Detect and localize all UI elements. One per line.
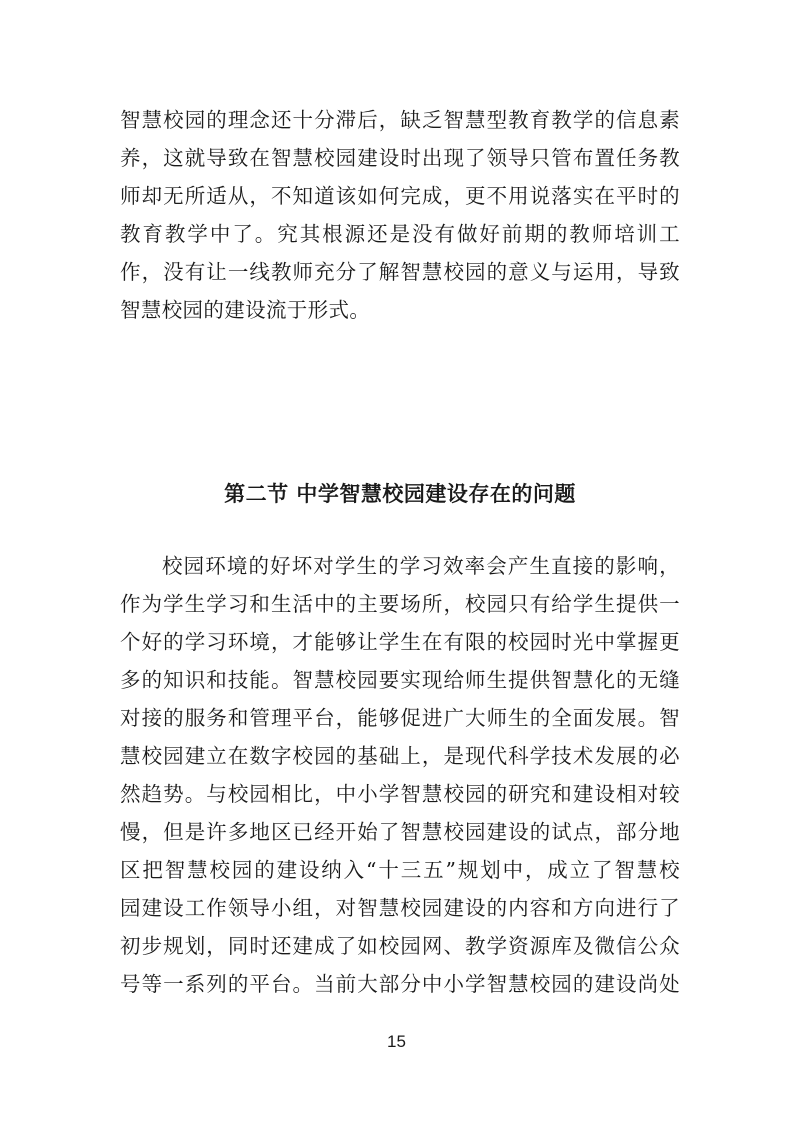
paragraph-2-line-11: 初步规划，同时还建成了如校园网、教学资源库及微信公众 <box>120 934 680 958</box>
paragraph-2-line-7: 然趋势。与校园相比，中小学智慧校园的研究和建设相对较 <box>120 782 680 806</box>
paragraph-2-line-8: 慢，但是许多地区已经开始了智慧校园建设的试点，部分地 <box>120 820 680 844</box>
paragraph-1-line-5: 作，没有让一线教师充分了解智慧校园的意义与运用，导致 <box>120 260 680 284</box>
page-number: 15 <box>387 1032 406 1051</box>
paragraph-1-line-1: 智慧校园的理念还十分滞后，缺乏智慧型教育教学的信息素 <box>120 108 680 132</box>
paragraph-1-line-2: 养，这就导致在智慧校园建设时出现了领导只管布置任务教 <box>120 146 680 170</box>
paragraph-2-line-1: 校园环境的好坏对学生的学习效率会产生直接的影响， <box>162 554 680 578</box>
paragraph-2-line-4: 多的知识和技能。智慧校园要实现给师生提供智慧化的无缝 <box>120 668 680 692</box>
paragraph-2-line-9: 区把智慧校园的建设纳入“十三五”规划中，成立了智慧校 <box>120 858 680 882</box>
paragraph-1-line-4: 教育教学中了。究其根源还是没有做好前期的教师培训工 <box>120 222 680 246</box>
paragraph-2-line-3: 个好的学习环境，才能够让学生在有限的校园时光中掌握更 <box>120 630 680 654</box>
paragraph-2-line-5: 对接的服务和管理平台，能够促进广大师生的全面发展。智 <box>120 706 680 730</box>
section-heading: 第二节 中学智慧校园建设存在的问题 <box>224 482 576 506</box>
paragraph-2-line-10: 园建设工作领导小组，对智慧校园建设的内容和方向进行了 <box>120 896 680 920</box>
paragraph-2-line-12: 号等一系列的平台。当前大部分中小学智慧校园的建设尚处 <box>120 972 680 996</box>
paragraph-2-line-2: 作为学生学习和生活中的主要场所，校园只有给学生提供一 <box>120 592 680 616</box>
paragraph-1-line-3: 师却无所适从，不知道该如何完成，更不用说落实在平时的 <box>120 184 680 208</box>
paragraph-1-line-6: 智慧校园的建设流于形式。 <box>120 298 371 322</box>
paragraph-2-line-6: 慧校园建立在数字校园的基础上，是现代科学技术发展的必 <box>120 744 680 768</box>
